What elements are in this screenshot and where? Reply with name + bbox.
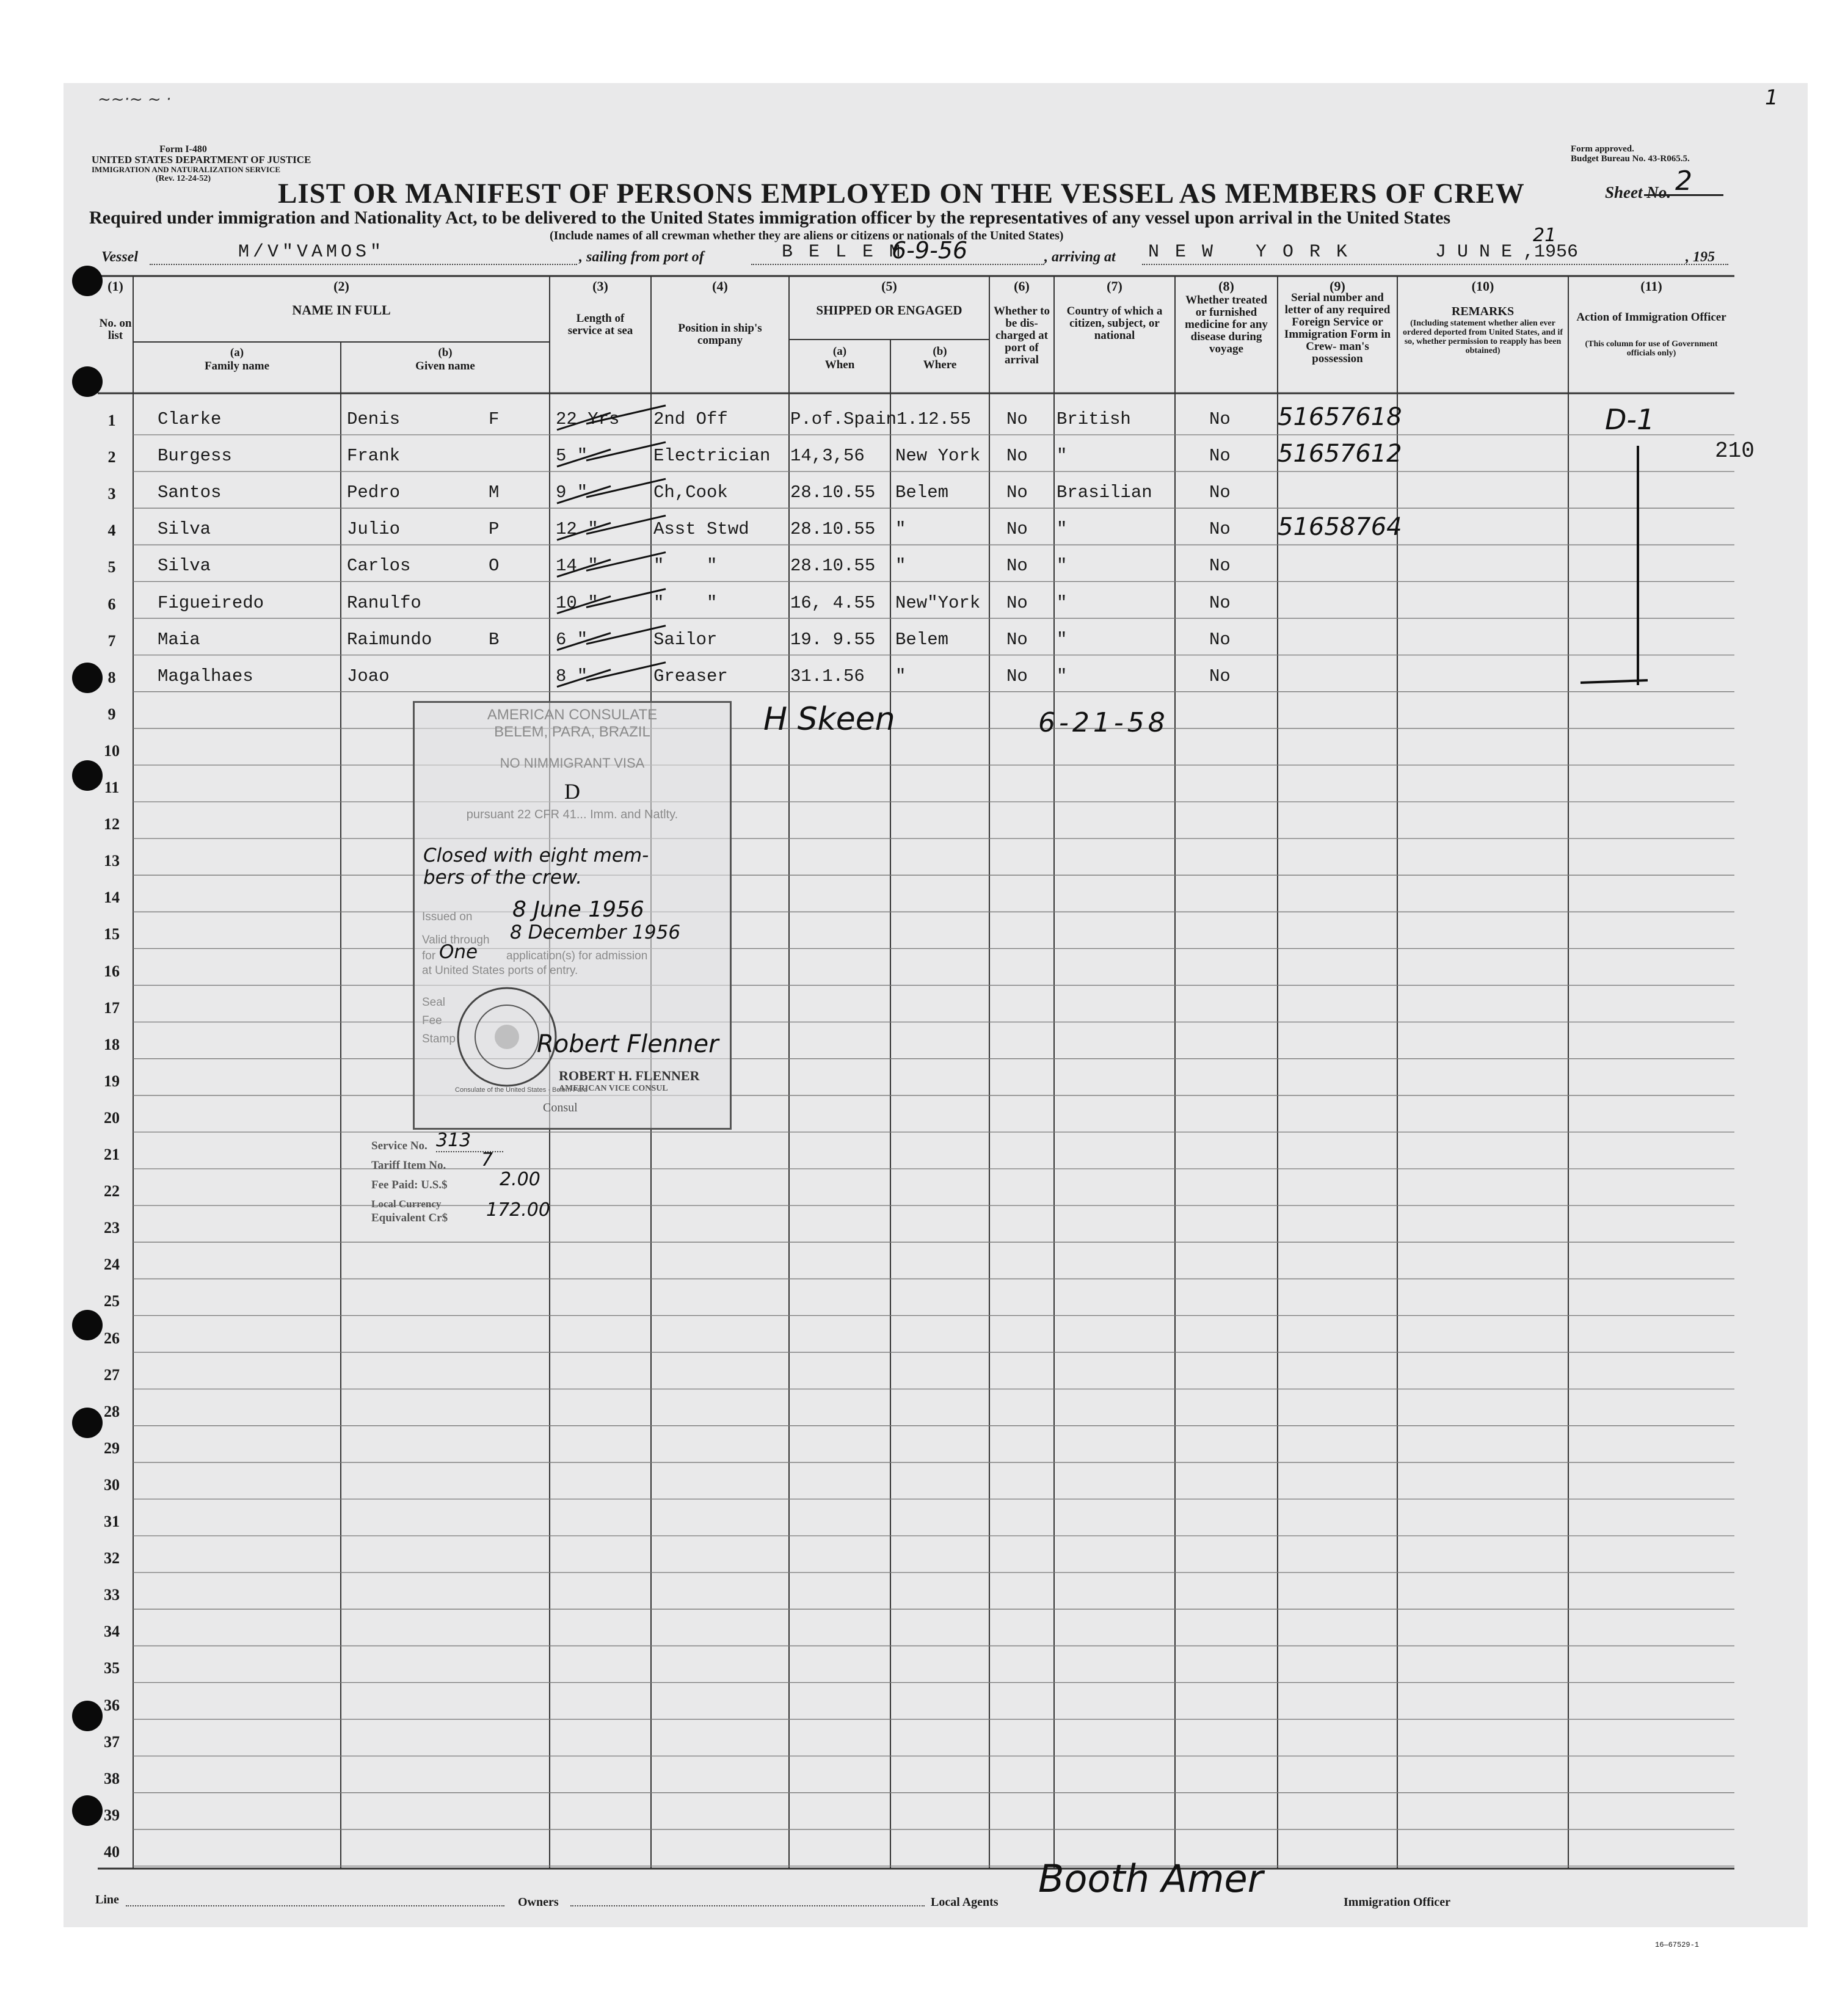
crew-family-cell: Burgess [158,446,232,467]
consulate-visa-stamp [413,701,732,1130]
line-number: 24 [104,1256,120,1274]
no-on-list-header: No. on list [99,317,132,342]
crew-discharged-cell: No [1006,629,1028,650]
approval-line-1: Form approved. [1571,144,1634,154]
punch-hole [72,1701,103,1731]
for-label: for [422,950,436,962]
arriving-label: , arriving at [1044,249,1116,265]
col-4-number: (4) [712,278,728,294]
when-header: When [824,358,855,371]
family-name-header: Family name [204,360,270,372]
length-strike [557,479,666,503]
equivalent-value: 172.00 [486,1199,550,1221]
crew-family-cell: Santos [158,482,222,503]
crew-treated-cell: No [1209,556,1231,576]
given-name-header: Given name [415,360,475,372]
crew-when-cell: 28.10.55 [790,482,876,503]
crew-when-cell: 19. 9.55 [790,629,876,650]
punch-hole [72,266,103,296]
col-2-number: (2) [333,278,349,294]
crew-when-cell: 31.1.56 [790,666,865,686]
crew-when-cell: P.of.Spain1.12.55 [790,409,971,429]
crew-when-cell: 28.10.55 [790,519,876,540]
crew-given-cell: Pedro [347,482,401,503]
line-number: 19 [104,1072,120,1090]
valid-label: Valid through [422,934,490,947]
line-number: 14 [104,888,120,907]
country-header: Country of which a citizen, subject, or national [1066,305,1163,342]
crew-position-cell: " " [653,592,718,613]
corner-mark: 1 [1765,85,1778,110]
crew-country-cell: " [1057,446,1068,467]
length-strike [557,552,666,576]
crew-treated-cell: No [1209,629,1231,650]
vessel-label: Vessel [101,249,138,265]
length-strike [557,589,666,614]
length-strike [557,663,666,687]
line-number: 23 [104,1219,120,1237]
crew-family-cell: Silva [158,556,211,576]
line-number: 22 [104,1182,120,1201]
crew-length-cell: 10 " [556,592,598,613]
crew-when-cell: 14,3,56 [790,446,865,467]
crew-family-cell: Maia [158,629,200,650]
treated-header: Whether treated or furnished medicine for any disease during voyage [1185,294,1268,355]
line-number: 39 [104,1806,120,1824]
departure-port: B E L E M [782,242,903,263]
where-header: Where [923,358,957,371]
crew-given-cell: Julio [347,519,401,540]
action-note: (This column for use of Government officials only) [1585,340,1718,358]
local-agents-label: Local Agents [931,1895,999,1909]
inspector-signature: H Skeen [763,701,895,738]
line-number: 2 [107,448,116,467]
line-number: 27 [104,1365,120,1384]
crew-position-cell: 2nd Off [653,409,728,429]
line-number: 33 [104,1586,120,1604]
crew-given-cell: Carlos [347,556,411,576]
crew-treated-cell: No [1209,519,1231,540]
line-number: 6 [107,595,116,613]
shipped-engaged-header: SHIPPED OR ENGAGED [816,303,962,318]
crew-family-cell: Silva [158,519,211,540]
line-number: 36 [104,1696,120,1714]
crew-where-cell: " [895,666,906,686]
crew-where-cell: New York [895,446,981,467]
stamp-line-2: BELEM, PARA, BRAZIL [494,724,650,740]
stamp-line-5: pursuant 22 CFR 41... Imm. and Natlty. [466,808,678,821]
crew-given-cell: Joao [347,666,390,686]
crew-position-cell: " " [653,556,718,576]
crew-serial-cell: 51657618 [1278,403,1402,431]
crew-when-cell: 16, 4.55 [790,592,876,613]
crew-initial-cell: M [489,482,500,503]
owners-label: Owners [518,1895,559,1909]
inspector-date: 6-21-58 [1038,707,1169,738]
line-number: 17 [104,998,120,1017]
punch-hole [72,1408,103,1438]
crew-where-cell: Belem [895,629,949,650]
discharged-header: Whether to be dis- charged at port of arrival [994,305,1050,366]
subtitle: Required under immigration and Nationality Act, to be delivered to the United States immigration officer by the representatives of any vessel upon arrival in the United States [89,208,1451,228]
issued-date: 8 June 1956 [512,897,644,922]
for-value: One [439,941,478,963]
crew-given-cell: Denis [347,409,401,429]
line-number: 29 [104,1439,120,1457]
arrival-day: 21 [1533,225,1557,246]
crew-given-cell: Ranulfo [347,592,421,613]
crew-length-cell: 14 " [556,556,598,576]
line-underline [126,1905,504,1906]
crew-discharged-cell: No [1006,409,1028,429]
line-number: 35 [104,1659,120,1677]
year-label: , 195 [1686,249,1715,265]
service-label: Service No. [371,1139,427,1152]
crew-where-cell: Belem [895,482,949,503]
line-number: 26 [104,1329,120,1347]
length-of-service-header: Length of service at sea [567,312,633,337]
issued-label: Issued on [422,910,473,923]
col-6-number: (6) [1014,278,1030,294]
fee-label: Fee [422,1014,442,1027]
length-strike [557,515,666,540]
line-number: 3 [107,485,116,503]
crew-where-cell: " [895,556,906,576]
remarks-header: REMARKS [1451,305,1515,318]
immigration-officer-label: Immigration Officer [1344,1895,1450,1909]
crew-initial-cell: F [489,409,500,429]
col-3-number: (3) [592,278,608,294]
closed-note-1: Closed with eight mem- [423,845,649,867]
length-strike [557,405,666,430]
crew-discharged-cell: No [1006,519,1028,540]
application-text: application(s) for admission [506,950,648,962]
crew-country-cell: " [1057,629,1068,650]
crew-where-cell: New"York [895,592,981,613]
local-agents-signature: Booth Amer [1038,1856,1264,1901]
local-currency-label: Local Currency [371,1198,442,1210]
punch-hole [72,1310,103,1340]
crew-length-cell: 22 Yrs [556,409,620,429]
approval-line-2: Budget Bureau No. 43-R065.5. [1571,154,1690,164]
crew-length-cell: 9 " [556,482,588,503]
crew-given-cell: Raimundo [347,629,432,650]
crew-length-cell: 8 " [556,666,588,686]
line-number: 4 [107,521,116,540]
valid-date: 8 December 1956 [510,921,681,943]
col-1-number: (1) [107,278,123,294]
fee-paid-value: 2.00 [500,1169,540,1190]
tariff-label: Tariff Item No. [371,1159,446,1172]
service-name: IMMIGRATION AND NATURALIZATION SERVICE [92,165,281,174]
crew-discharged-cell: No [1006,666,1028,686]
crew-treated-cell: No [1209,666,1231,686]
consul-title: Consul [543,1101,578,1114]
crew-length-cell: 6 " [556,629,588,650]
revision: (Rev. 12-24-52) [155,174,211,183]
given-b-label: (b) [438,346,453,359]
action-mark: D-1 [1605,403,1655,436]
include-note: (Include names of all crewman whether they are aliens or citizens or nationals of the United States) [550,229,1064,242]
line-number: 37 [104,1732,120,1751]
stamp-line-1: AMERICAN CONSULATE [487,707,658,723]
stamp-line-3: NO NIMMIGRANT VISA [500,755,645,771]
crew-family-cell: Figueiredo [158,592,264,613]
punch-hole [72,1795,103,1826]
arrival-date: J U N E ,1956 [1435,242,1579,263]
line-number: 13 [104,852,120,870]
line-number: 9 [107,705,116,723]
remarks-note: (Including statement whether alien ever ordered deported from United States, and if so, whether permission to reapply has been obtained) [1403,319,1563,355]
vessel-name: M/V"VAMOS" [238,242,385,263]
line-number: 8 [107,668,116,686]
form-code: 16—67529-1 [1655,1941,1700,1949]
line-number: 12 [104,815,120,834]
consul-role: AMERICAN VICE CONSUL [559,1084,668,1093]
service-number: 313 [436,1130,503,1152]
line-number: 15 [104,925,120,943]
col-5-number: (5) [881,278,897,294]
line-label: Line [95,1893,119,1906]
crew-when-cell: 28.10.55 [790,556,876,576]
form-number: Form I-480 [159,144,207,154]
serial-number-header: Serial number and letter of any required Foreign Service or Immigration Form in Crew- man's possession [1284,291,1391,365]
sheet-label: Sheet No. [1605,183,1671,202]
tariff-number: 7 [481,1149,493,1171]
crew-initial-cell: P [489,519,500,540]
name-in-full-header: NAME IN FULL [292,302,391,318]
crew-treated-cell: No [1209,592,1231,613]
stamp-label: Stamp [422,1033,456,1045]
punch-hole [72,663,103,693]
line-number: 30 [104,1475,120,1494]
crew-discharged-cell: No [1006,556,1028,576]
owners-underline [570,1905,925,1906]
col-8-number: (8) [1218,278,1234,294]
crew-treated-cell: No [1209,446,1231,467]
crew-discharged-cell: No [1006,592,1028,613]
line-number: 32 [104,1549,120,1568]
crew-position-cell: Asst Stwd [653,519,749,540]
line-number: 40 [104,1842,120,1861]
crew-discharged-cell: No [1006,482,1028,503]
department: UNITED STATES DEPARTMENT OF JUSTICE [92,154,311,165]
action-header: Action of Immigration Officer [1576,311,1726,324]
crew-country-cell: British [1057,409,1131,429]
line-number: 5 [107,558,116,576]
col-7-number: (7) [1107,278,1122,294]
line-number: 7 [107,631,116,650]
crew-position-cell: Electrician [653,446,771,467]
sailing-label: , sailing from port of [579,249,704,265]
closed-note-2: bers of the crew. [423,867,583,888]
crew-serial-cell: 51657612 [1278,440,1402,468]
crew-treated-cell: No [1209,482,1231,503]
page-title: LIST OR MANIFEST OF PERSONS EMPLOYED ON THE VESSEL AS MEMBERS OF CREW [278,178,1525,209]
position-header: Position in ship's company [678,322,762,347]
crew-initial-cell: O [489,556,500,576]
crew-discharged-cell: No [1006,446,1028,467]
line-number: 20 [104,1108,120,1127]
line-number: 10 [104,741,120,760]
line-number: 34 [104,1623,120,1641]
line-number: 31 [104,1513,120,1530]
crew-length-cell: 5 " [556,446,588,467]
stamp-class: D [564,779,580,804]
crew-length-cell: 12 " [556,519,598,540]
action-bracket [1576,440,1655,696]
arrival-port: N E W Y O R K [1148,242,1350,263]
crew-where-cell: " [895,519,906,540]
crew-country-cell: " [1057,519,1068,540]
line-number: 28 [104,1402,120,1420]
crew-country-cell: " [1057,592,1068,613]
line-number: 18 [104,1035,120,1053]
departure-date: 6-9-56 [892,237,968,264]
crew-position-cell: Greaser [653,666,728,686]
ports-text: at United States ports of entry. [422,964,578,977]
col-10-number: (10) [1471,278,1494,294]
crew-position-cell: Ch,Cook [653,482,728,503]
line-number: 38 [104,1769,120,1787]
crew-initial-cell: B [489,629,500,650]
equivalent-label: Equivalent Cr$ [371,1212,448,1224]
crew-country-cell: " [1057,666,1068,686]
length-strike [557,626,666,650]
col-9-number: (9) [1330,278,1345,294]
sheet-number: 2 [1644,169,1723,196]
crew-family-cell: Magalhaes [158,666,253,686]
crew-given-cell: Frank [347,446,401,467]
crew-family-cell: Clarke [158,409,222,429]
line-number: 16 [104,962,120,980]
line-number: 11 [104,779,120,796]
line-number: 1 [107,412,116,429]
top-scribble: ~~·~ ~ · [98,90,172,109]
punch-hole [72,366,103,397]
side-number: 210 [1715,438,1755,463]
col-11-number: (11) [1640,278,1662,294]
crew-country-cell: Brasilian [1057,482,1152,503]
crew-position-cell: Sailor [653,629,718,650]
crew-serial-cell: 51658764 [1278,513,1402,542]
line-number: 21 [104,1146,120,1163]
line-number: 25 [104,1292,120,1310]
consul-signature: Robert Flenner [537,1030,719,1058]
seal-text: Consulate of the United States · Belem Para [455,1086,588,1094]
seal-label: Seal [422,996,446,1009]
fee-paid-label: Fee Paid: U.S.$ [371,1179,448,1191]
family-a-label: (a) [230,346,244,359]
when-a-label: (a) [832,345,847,358]
consul-name: ROBERT H. FLENNER [559,1068,700,1083]
crew-country-cell: " [1057,556,1068,576]
length-strike [557,442,666,467]
punch-hole [72,760,103,791]
crew-treated-cell: No [1209,409,1231,429]
where-b-label: (b) [933,345,947,358]
